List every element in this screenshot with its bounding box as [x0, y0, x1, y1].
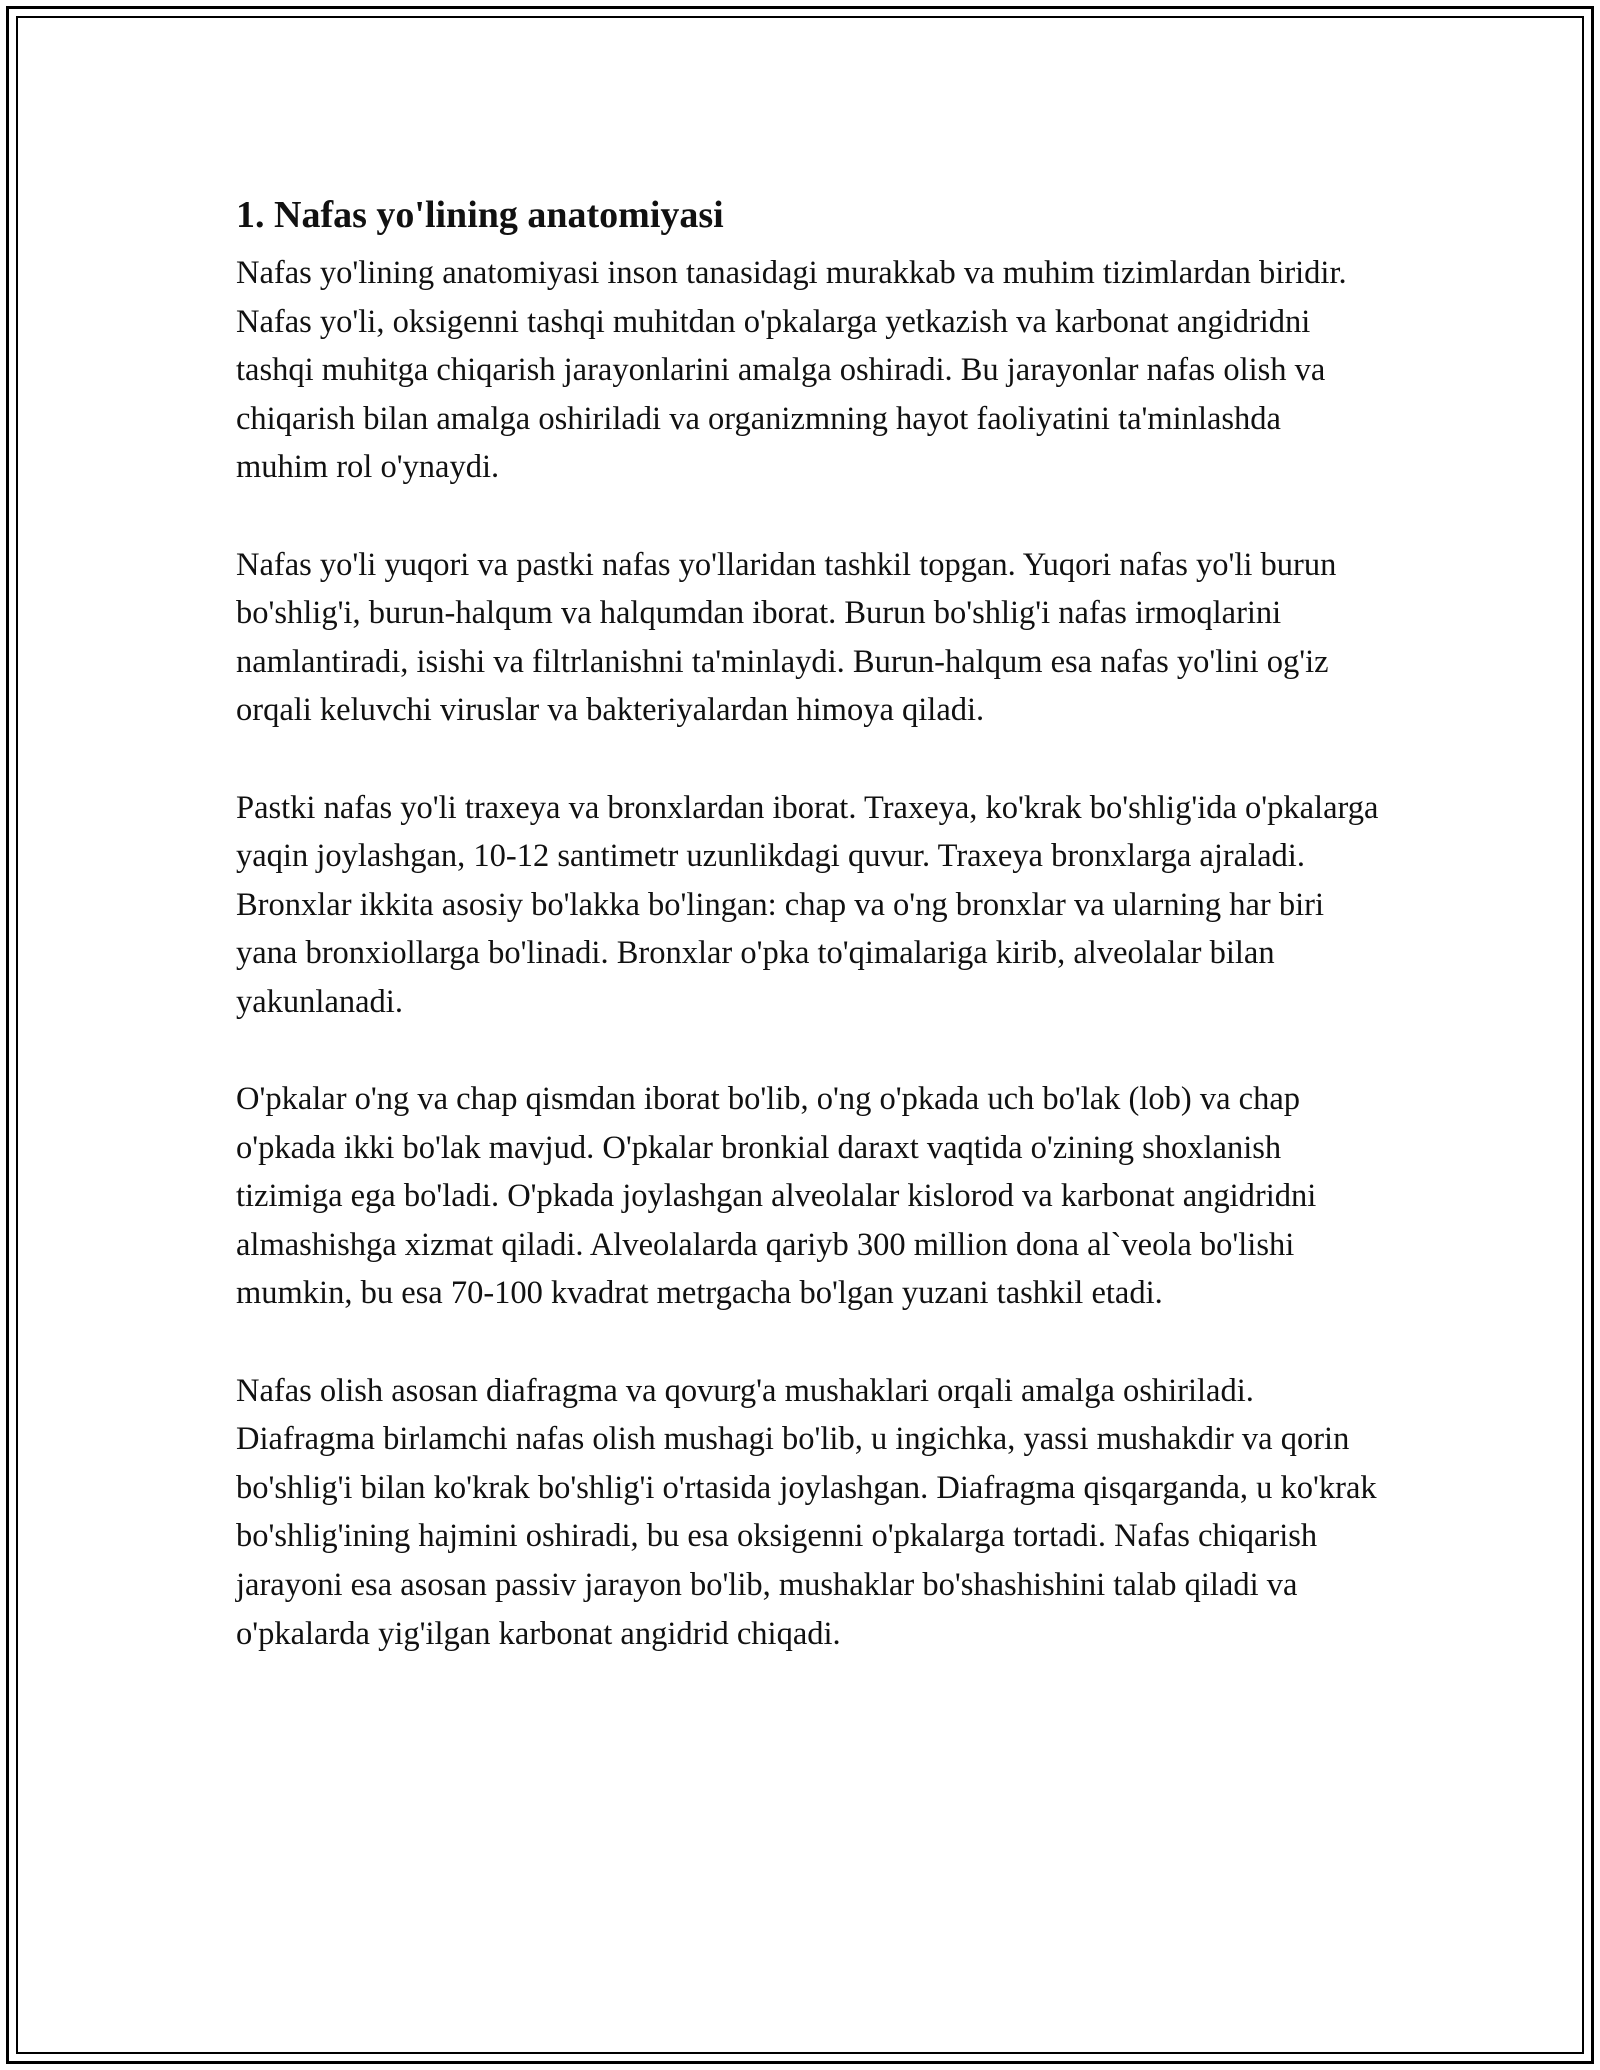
paragraph-lower-airway: Pastki nafas yo'li traxeya va bronxlardan iborat. Traxeya, ko'krak bo'shlig'ida o'pkalarga yaqin joylashgan, 10-12 santimetr uzunlikdagi quvur. Traxeya bronxlarga ajraladi. Bronxlar ikkita asosiy bo'lakka bo'lingan: chap va o'ng bronxlar va ularning har biri yana bronxiollarga bo'linadi. Bronxlar o'pka to'qimalariga kirib, alveolalar bilan yakunlanadi. — [236, 789, 1379, 1020]
document-body — [236, 185, 1381, 1658]
paragraph-breathing-muscles: Nafas olish asosan diafragma va qovurg'a mushaklari orqali amalga oshiriladi. Diafragma birlamchi nafas olish mushagi bo'lib, u ingichka, yassi mushakdir va qorin bo'shlig'i bilan ko'krak bo'shlig'i o'rtasida joylashgan. Diafragma qisqarganda, u ko'krak bo'shlig'ining hajmini oshiradi, bu esa oksigenni o'pkalarga tortadi. Nafas chiqarish jarayoni esa asosan passiv jarayon bo'lib, mushaklar bo'shashishini talab qiladi va o'pkalarda yig'ilgan karbonat angidrid chiqadi. — [236, 1372, 1377, 1652]
paragraph-upper-airway: Nafas yo'li yuqori va pastki nafas yo'llaridan tashkil topgan. Yuqori nafas yo'li burun bo'shlig'i, burun-halqum va halqumdan iborat. Burun bo'shlig'i nafas irmoqlarini namlantiradi, isishi va filtrlanishni ta'minlaydi. Burun-halqum esa nafas yo'lini og'iz orqali keluvchi viruslar va bakteriyalardan himoya qiladi. — [236, 546, 1337, 729]
section-heading: 1. Nafas yo'lining anatomiyasi — [236, 194, 724, 236]
paragraph-lungs: O'pkalar o'ng va chap qismdan iborat bo'lib, o'ng o'pkada uch bo'lak (lob) va chap o'pkada ikki bo'lak mavjud. O'pkalar bronkial daraxt vaqtida o'zining shoxlanish tizimiga ega bo'ladi. O'pkada joylashgan alveolalar kislorod va karbonat angidridni almashishga xizmat qiladi. Alveolalarda qariyb 300 million dona al`veola bo'lishi mumkin, bu esa 70-100 kvadrat metrgacha bo'lgan yuzani tashkil etadi. — [236, 1081, 1317, 1312]
paragraph-intro: Nafas yo'lining anatomiyasi inson tanasidagi murakkab va muhim tizimlardan biridir. Nafas yo'li, oksigenni tashqi muhitdan o'pkalarga yetkazish va karbonat angidridni tashqi muhitga chiqarish jarayonlarini amalga oshiradi. Bu jarayonlar nafas olish va chiqarish bilan amalga oshiriladi va organizmning hayot faoliyatini ta'minlashda muhim rol o'ynaydi. — [236, 255, 1347, 486]
